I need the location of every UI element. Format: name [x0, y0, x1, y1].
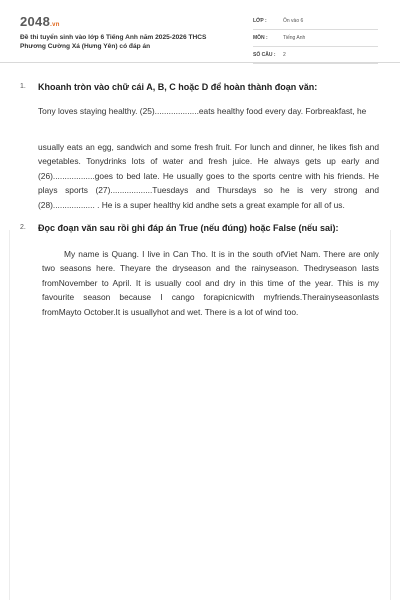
question-number: 1.	[20, 83, 26, 90]
document-title: Đề thi tuyển sinh vào lớp 6 Tiếng Anh năm 2025-2026 THCS Phương Cường Xá (Hưng Yên) có đáp án	[20, 34, 207, 50]
question-paragraph: My name is Quang. I live in Can Tho. It is in the south ofViet Nam. There are only two seasons here. Theyare the dryseason and the rainyseason. Thedryseason lasts fromNovember to April. It is usually cool and dry in this time of the year. This is my favourite season because I cango forapicnicwith myfriends.Therainyseasonlasts fromMayto October.It is usuallyhot and wet. There is a lot of wind too.	[42, 249, 379, 317]
page-border-right	[390, 230, 391, 600]
meta-class-label: LỚP :	[253, 18, 267, 24]
logo-main: 2048	[20, 14, 51, 29]
question-title: Khoanh tròn vào chữ cái A, B, C hoặc D để hoàn thành đoạn văn:	[38, 82, 318, 92]
document-meta	[253, 16, 378, 67]
question-2	[20, 223, 380, 373]
meta-count-label: SỐ CÂU :	[253, 52, 276, 58]
logo-suffix: .vn	[50, 22, 60, 28]
meta-subject-row	[253, 33, 378, 47]
meta-class-value: Ôn vào 6	[283, 18, 304, 24]
question-1	[20, 82, 380, 232]
meta-count-value: 2	[283, 52, 286, 58]
page-header	[0, 0, 400, 60]
question-paragraph: Tony loves staying healthy. (25)...................eats healthy food every day. Forbreakfast, he	[38, 106, 367, 116]
question-paragraph: usually eats an egg, sandwich and some fresh fruit. For lunch and dinner, he likes fish and vegetables. Tonydrinks lots of water and fresh juice. He always gets up early and (26)..................goes to bed late. He usually goes to the sports centre with his friends. He plays sports (27)..................Tuesdays and Thursdays so he is very strong and (28).................. . He is a super healthy kid andhe sets a great example for all of us.	[38, 142, 379, 210]
header-divider	[0, 62, 400, 63]
page-border-left	[9, 230, 10, 600]
meta-subject-label: MÔN :	[253, 35, 268, 41]
question-number: 2.	[20, 224, 26, 231]
meta-subject-value: Tiếng Anh	[283, 35, 306, 41]
meta-class-row	[253, 16, 378, 30]
question-title: Đọc đoạn văn sau rồi ghi đáp án True (nếu đúng) hoặc False (nếu sai):	[38, 223, 339, 233]
site-logo[interactable]	[20, 14, 60, 29]
